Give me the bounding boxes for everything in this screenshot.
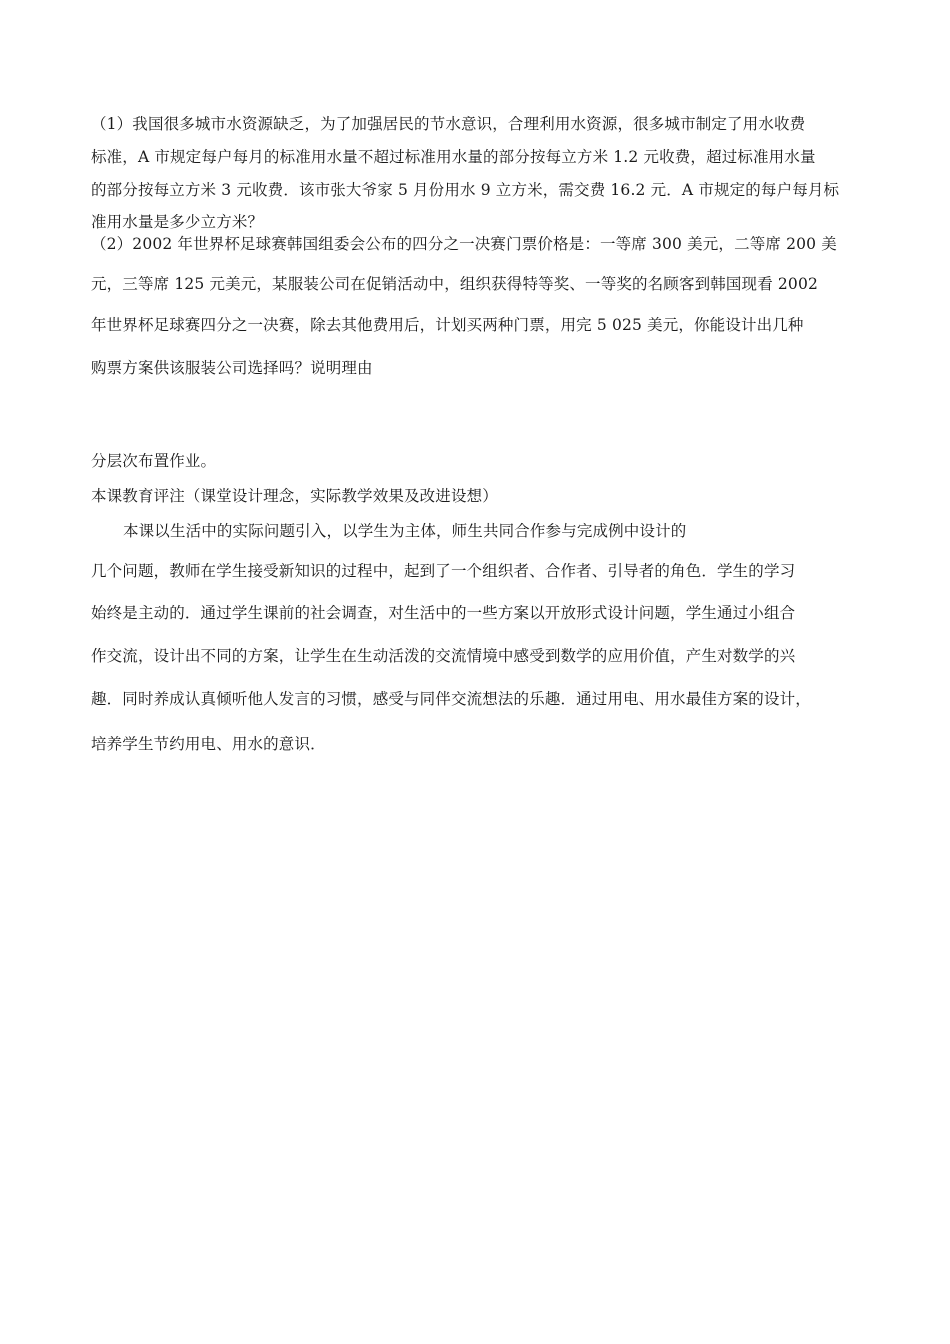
- review-line-1: 本课以生活中的实际问题引入，以学生为主体，师生共同合作参与完成例中设计的: [123, 522, 687, 540]
- problem-1-line-4: 准用水量是多少立方米？: [91, 213, 264, 231]
- problem-1-line-3: 的部分按每立方米 3 元收费．该市张大爷家 5 月份用水 9 立方米，需交费 16.2 元．A 市规定的每户每月标: [91, 181, 840, 199]
- review-line-2: 几个问题，教师在学生接受新知识的过程中，起到了一个组织者、合作者、引导者的角色．学生的学习: [91, 562, 796, 580]
- problem-2-line-2: 元，三等席 125 元美元，某服装公司在促销活动中，组织获得特等奖、一等奖的名顾客到韩国现看 2002: [91, 275, 818, 293]
- review-heading: 本课教育评注（课堂设计理念，实际教学效果及改进设想）: [91, 487, 498, 505]
- problem-1-line-1: （1）我国很多城市水资源缺乏，为了加强居民的节水意识，合理利用水资源，很多城市制定了用水收费: [91, 115, 806, 133]
- problem-1-line-2: 标准，A 市规定每户每月的标准用水量不超过标准用水量的部分按每立方米 1.2 元收费，超过标准用水量: [91, 148, 816, 166]
- problem-2-line-1: （2）2002 年世界杯足球赛韩国组委会公布的四分之一决赛门票价格是：一等席 300 美元，二等席 200 美: [91, 235, 837, 253]
- problem-2-line-3: 年世界杯足球赛四分之一决赛，除去其他费用后，计划买两种门票，用完 5 025 美元，你能设计出几种: [91, 316, 804, 334]
- review-line-6: 培养学生节约用电、用水的意识．: [91, 735, 326, 753]
- review-line-3: 始终是主动的．通过学生课前的社会调查，对生活中的一些方案以开放形式设计问题，学生通过小组合: [91, 604, 796, 622]
- review-line-4: 作交流，设计出不同的方案，让学生在生动活泼的交流情境中感受到数学的应用价值，产生对数学的兴: [91, 647, 796, 665]
- homework-text: 分层次布置作业。: [91, 452, 217, 470]
- review-line-5: 趣．同时养成认真倾听他人发言的习惯，感受与同伴交流想法的乐趣．通过用电、用水最佳方案的设计，: [91, 690, 811, 708]
- problem-2-line-4: 购票方案供该服装公司选择吗？说明理由: [91, 359, 373, 377]
